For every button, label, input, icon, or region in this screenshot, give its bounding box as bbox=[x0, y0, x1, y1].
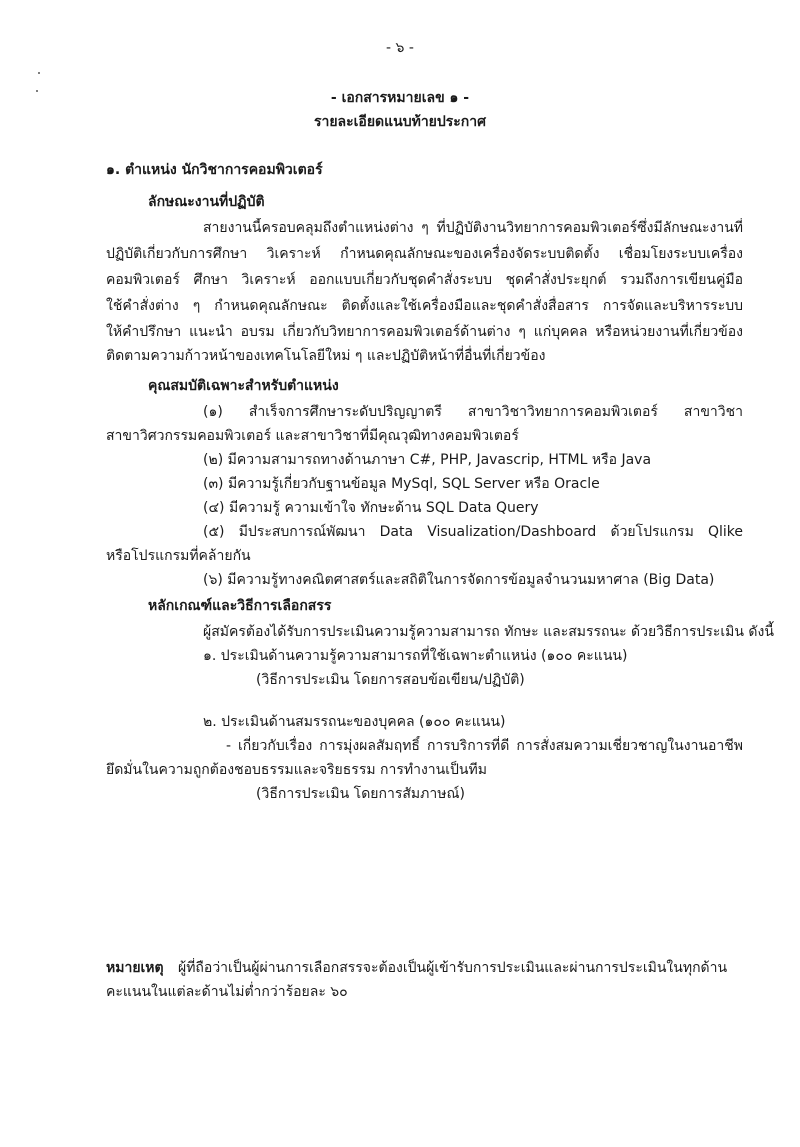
note-label: หมายเหตุ bbox=[106, 960, 164, 976]
selection-item: ๑. ประเมินด้านความรู้ความสามารถที่ใช้เฉพาะตำแหน่ง (๑๐๐ คะแนน) bbox=[203, 648, 628, 664]
job-nature-line: ติดตามความก้าวหน้าของเทคโนโลยีใหม่ ๆ และปฏิบัติหน้าที่อื่นที่เกี่ยวข้อง bbox=[106, 348, 546, 364]
selection-item: ๒. ประเมินด้านสมรรถนะของบุคคล (๑๐๐ คะแนน) bbox=[203, 714, 506, 730]
qualification-item-continued: สาขาวิศวกรรมคอมพิวเตอร์ และสาขาวิชาที่มีคุณวุฒิทางคอมพิวเตอร์ bbox=[106, 428, 519, 444]
qualification-item: (๓) มีความรู้เกี่ยวกับฐานข้อมูล MySql, SQL Server หรือ Oracle bbox=[203, 476, 600, 492]
selection-item-detail: - เกี่ยวกับเรื่อง การมุ่งผลสัมฤทธิ์ การบริการที่ดี การสั่งสมความเชี่ยวชาญในงานอาชีพ bbox=[226, 738, 743, 754]
position-heading: ๑. ตำแหน่ง นักวิชาการคอมพิวเตอร์ bbox=[106, 162, 323, 178]
job-nature-line: ปฏิบัติเกี่ยวกับการศึกษา วิเคราะห์ กำหนดคุณลักษณะของเครื่องจัดระบบติดตั้ง เชื่อมโยงระบบเครื่อง bbox=[106, 246, 743, 262]
qualifications-heading: คุณสมบัติเฉพาะสำหรับตำแหน่ง bbox=[148, 378, 339, 394]
document-label: - เอกสารหมายเลข ๑ - bbox=[330, 90, 470, 106]
note-line-continued: คะแนนในแต่ละด้านไม่ต่ำกว่าร้อยละ ๖๐ bbox=[106, 984, 348, 1000]
job-nature-line: คอมพิวเตอร์ ศึกษา วิเคราะห์ ออกแบบเกี่ยวกับชุดคำสั่งระบบ ชุดคำสั่งประยุกต์ รวมถึงการเขียนคู่มือ bbox=[106, 272, 743, 288]
document-title: รายละเอียดแนบท้ายประกาศ bbox=[313, 114, 487, 130]
note-line: ผู้ที่ถือว่าเป็นผู้ผ่านการเลือกสรรจะต้องเป็นผู้เข้ารับการประเมินและผ่านการประเมินในทุกด้าน bbox=[178, 960, 728, 976]
selection-heading: หลักเกณฑ์และวิธีการเลือกสรร bbox=[148, 598, 332, 614]
job-nature-line: สายงานนี้ครอบคลุมถึงตำแหน่งต่าง ๆ ที่ปฏิบัติงานวิทยาการคอมพิวเตอร์ซึ่งมีลักษณะงานที่ bbox=[203, 220, 743, 236]
qualification-item: (๑) สำเร็จการศึกษาระดับปริญญาตรี สาขาวิชาวิทยาการคอมพิวเตอร์ สาขาวิชา bbox=[203, 404, 743, 420]
qualification-item-continued: หรือโปรแกรมที่คล้ายกัน bbox=[106, 548, 251, 564]
job-nature-line: ใช้คำสั่งต่าง ๆ กำหนดคุณลักษณะ ติดตั้งและใช้เครื่องมือและชุดคำสั่งสื่อสาร การจัดและบริหารระบบ bbox=[106, 298, 743, 314]
job-nature-line: ให้คำปรึกษา แนะนำ อบรม เกี่ยวกับวิทยาการคอมพิวเตอร์ด้านต่าง ๆ แก่บุคคล หรือหน่วยงานที่เกี่ยวข้อง bbox=[106, 324, 743, 340]
selection-intro: ผู้สมัครต้องได้รับการประเมินความรู้ความสามารถ ทักษะ และสมรรถนะ ด้วยวิธีการประเมิน ดังนี้ bbox=[203, 624, 774, 640]
selection-item-detail-continued: ยึดมั่นในความถูกต้องชอบธรรมและจริยธรรม การทำงานเป็นทีม bbox=[106, 762, 487, 778]
scan-speck bbox=[38, 72, 40, 74]
qualification-item: (๒) มีความสามารถทางด้านภาษา C#, PHP, Javascrip, HTML หรือ Java bbox=[203, 452, 652, 468]
page-number: - ๖ - bbox=[386, 40, 414, 56]
selection-method: (วิธีการประเมิน โดยการสอบข้อเขียน/ปฏิบัติ) bbox=[256, 672, 525, 688]
qualification-item: (๔) มีความรู้ ความเข้าใจ ทักษะด้าน SQL Data Query bbox=[203, 500, 539, 516]
qualification-item: (๖) มีความรู้ทางคณิตศาสตร์และสถิติในการจัดการข้อมูลจำนวนมหาศาล (Big Data) bbox=[203, 572, 715, 588]
selection-method: (วิธีการประเมิน โดยการสัมภาษณ์) bbox=[256, 786, 465, 802]
qualification-item: (๕) มีประสบการณ์พัฒนา Data Visualization/Dashboard ด้วยโปรแกรม Qlike bbox=[203, 524, 743, 540]
job-nature-heading: ลักษณะงานที่ปฏิบัติ bbox=[148, 194, 265, 210]
